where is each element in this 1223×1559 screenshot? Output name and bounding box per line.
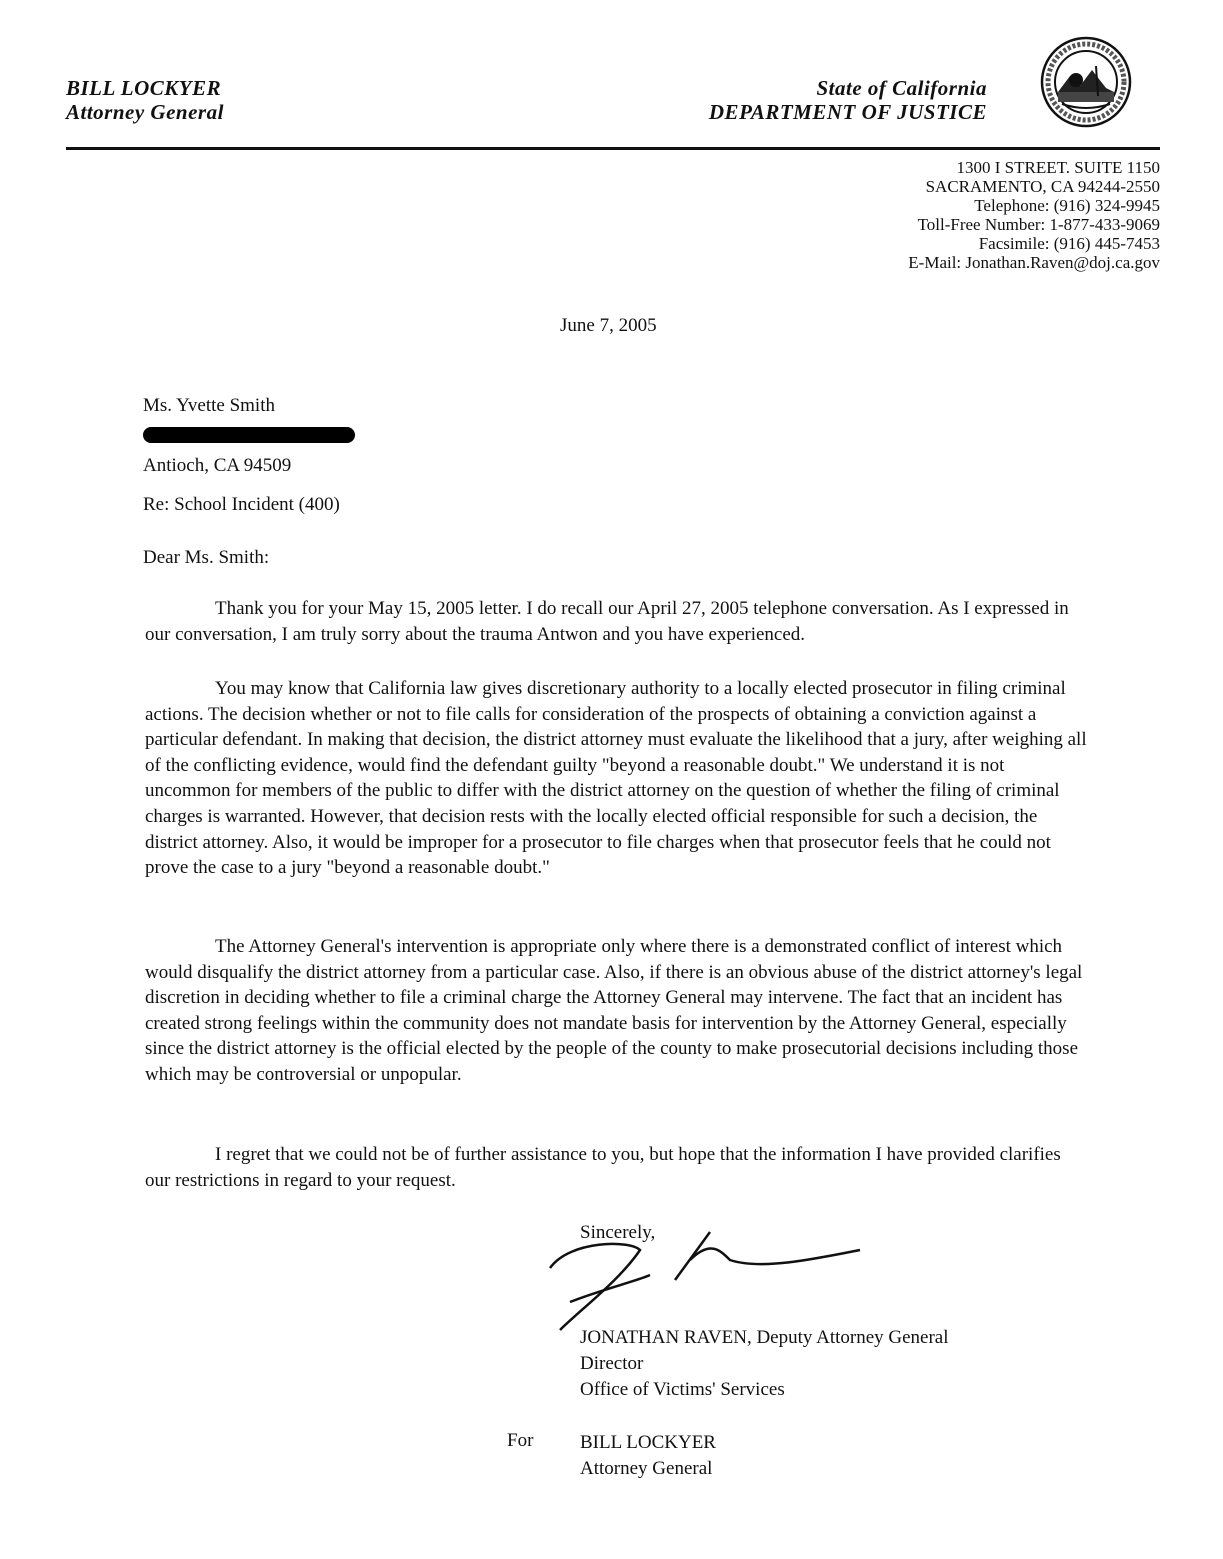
on-behalf-of-block bbox=[580, 1430, 716, 1482]
signer-name-title: JONATHAN RAVEN, Deputy Attorney General bbox=[580, 1327, 949, 1348]
for-label: For bbox=[507, 1430, 534, 1451]
redacted-street-address bbox=[143, 427, 355, 443]
telephone: Telephone: (916) 324-9945 bbox=[974, 196, 1160, 215]
paragraph-text: The Attorney General's intervention is appropriate only where there is a demonstrated conflict of interest which would disqualify the district attorney from a particular case. Also, if there is an obvious abuse of the district attorney's legal discretion in deciding whether to file a criminal charge the Attorney General may intervene. The fact that an incident has created strong feelings within the community does not mandate basis for intervention by the Attorney General, especially since the district attorney is the official elected by the people of the county to make prosecutorial decisions including those which may be controversial or unpopular. bbox=[145, 936, 1083, 1085]
recipient-city: Antioch, CA 94509 bbox=[143, 455, 292, 476]
city-state-zip: SACRAMENTO, CA 94244-2550 bbox=[925, 177, 1160, 196]
letter-date: June 7, 2005 bbox=[560, 315, 657, 336]
facsimile: Facsimile: (916) 445-7453 bbox=[978, 234, 1160, 253]
recipient-block bbox=[143, 393, 355, 479]
attorney-general-name: BILL LOCKYER bbox=[66, 76, 222, 100]
closing: Sincerely, bbox=[580, 1222, 656, 1243]
salutation: Dear Ms. Smith: bbox=[143, 547, 270, 568]
signer-office: Office of Victims' Services bbox=[580, 1379, 785, 1400]
signer-role: Director bbox=[580, 1353, 644, 1374]
paragraph-1 bbox=[145, 596, 1090, 647]
paragraph-2 bbox=[145, 676, 1090, 881]
on-behalf-of-name: BILL LOCKYER bbox=[580, 1432, 716, 1453]
subject-line: Re: School Incident (400) bbox=[143, 494, 340, 515]
paragraph-4 bbox=[145, 1142, 1090, 1193]
return-address bbox=[908, 158, 1160, 272]
paragraph-3 bbox=[145, 934, 1090, 1088]
letterhead-divider bbox=[66, 147, 1160, 150]
on-behalf-of-title: Attorney General bbox=[580, 1458, 713, 1479]
letterhead-right bbox=[709, 76, 987, 124]
signer-block bbox=[580, 1325, 949, 1403]
letterhead-left bbox=[66, 76, 224, 124]
paragraph-text: You may know that California law gives discretionary authority to a locally elected prosecutor in filing criminal actions. The decision whether or not to file calls for consideration of the prospects of obtaining a conviction against a particular defendant. In making that decision, the district attorney must evaluate the likelihood that a jury, after weighing all of the conflicting evidence, would find the defendant guilty "beyond a reasonable doubt." We understand it is not uncommon for members of the public to differ with the district attorney on the question of whether the filing of criminal charges is warranted. However, that decision rests with the locally elected official responsible for such a decision, the district attorney. Also, it would be improper for a prosecutor to file charges when that prosecutor feels that he could not prove the case to a jury "beyond a reasonable doubt." bbox=[145, 678, 1087, 879]
toll-free-number: Toll-Free Number: 1-877-433-9069 bbox=[917, 215, 1160, 234]
department-name: DEPARTMENT OF JUSTICE bbox=[708, 100, 987, 124]
recipient-name: Ms. Yvette Smith bbox=[143, 395, 275, 416]
paragraph-text: I regret that we could not be of further assistance to you, but hope that the information I have provided clarifies our restrictions in regard to your request. bbox=[145, 1144, 1061, 1191]
california-state-seal-icon bbox=[1040, 36, 1132, 128]
email-address: E-Mail: Jonathan.Raven@doj.ca.gov bbox=[908, 253, 1160, 272]
state-name: State of California bbox=[816, 76, 987, 100]
handwritten-signature bbox=[540, 1220, 870, 1340]
paragraph-text: Thank you for your May 15, 2005 letter. I do recall our April 27, 2005 telephone conversation. As I expressed in our conversation, I am truly sorry about the trauma Antwon and you have experienced. bbox=[145, 598, 1069, 645]
attorney-general-title: Attorney General bbox=[66, 100, 224, 124]
street-address: 1300 I STREET. SUITE 1150 bbox=[956, 158, 1160, 177]
